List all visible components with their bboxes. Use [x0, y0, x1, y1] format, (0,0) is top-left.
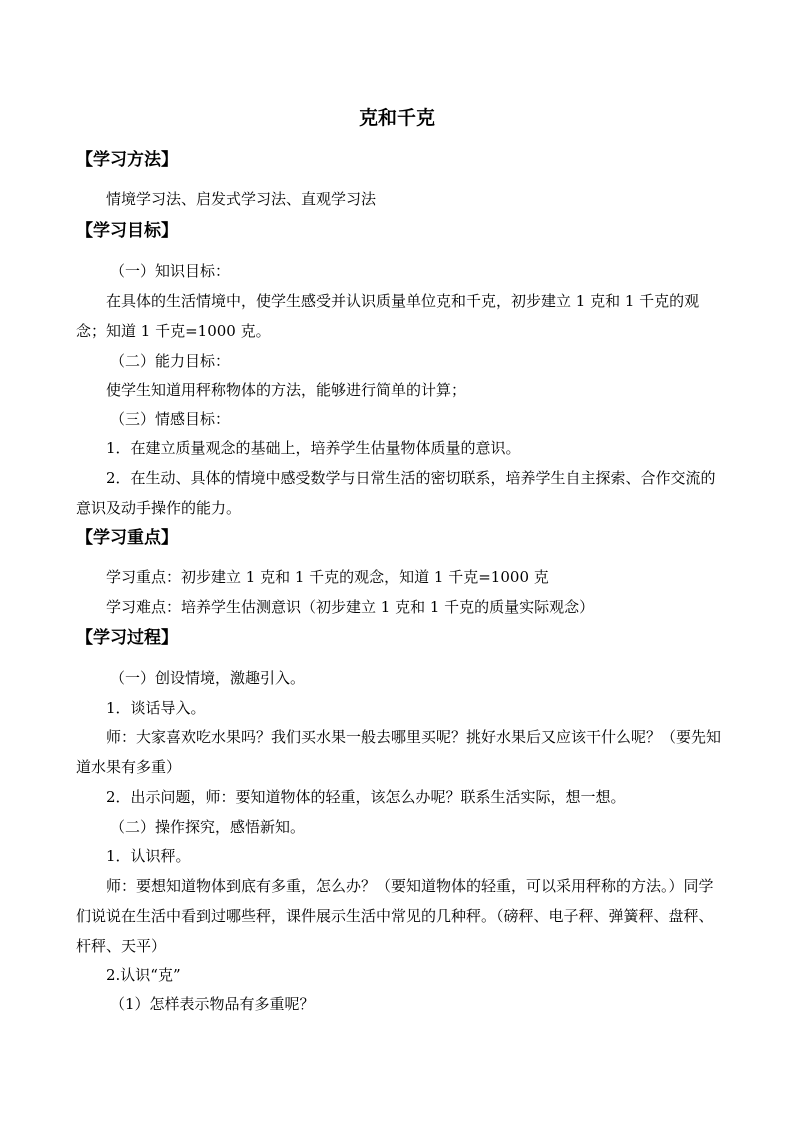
knowledge-text: 在具体的生活情境中，使学生感受并认识质量单位克和千克，初步建立 1 克和 1 千克的观念；知道 1 千克=1000 克。 [76, 292, 700, 340]
ability-text: 使学生知道用秤称物体的方法，能够进行简单的计算； [106, 381, 467, 399]
emotion-item-1: 1．在建立质量观念的基础上，培养学生估量物体质量的意识。 [106, 439, 521, 457]
process-step-2: （二）操作探究，感悟新知。 [110, 818, 306, 836]
teacher-line-2: 师：要想知道物体到底有多重，怎么办？（要知道物体的轻重，可以采用秤称的方法。）同学们说说在生活中看到过哪些秤，课件展示生活中常见的几种秤。（磅秤、电子秤、弹簧秤、盘秤、杆秤、天平） [76, 877, 714, 955]
heading-process: 【学习过程】 [76, 628, 178, 648]
key-focus: 学习重点：初步建立 1 克和 1 千克的观念，知道 1 千克=1000 克 [106, 568, 549, 586]
ability-label: （二）能力目标： [110, 352, 231, 370]
method-text: 情境学习法、启发式学习法、直观学习法 [106, 190, 377, 208]
process-step-2-2-1: （1）怎样表示物品有多重呢？ [110, 995, 315, 1013]
emotion-item-2: 2．在生动、具体的情境中感受数学与日常生活的密切联系，培养学生自主探索、合作交流的意识及动手操作的能力。 [76, 469, 716, 517]
process-step-1-2: 2．出示问题，师：要知道物体的轻重，该怎么办呢？联系生活实际，想一想。 [106, 788, 626, 806]
knowledge-label: （一）知识目标： [110, 262, 231, 280]
document-title: 克和千克 [358, 107, 435, 129]
process-step-1: （一）创设情境，激趣引入。 [110, 669, 306, 687]
process-step-2-1: 1．认识秤。 [106, 847, 191, 865]
heading-key: 【学习重点】 [76, 528, 178, 548]
process-step-2-2: 2.认识“克” [106, 966, 181, 984]
heading-method: 【学习方法】 [76, 150, 178, 170]
teacher-line-1: 师：大家喜欢吃水果吗？我们买水果一般去哪里买呢？挑好水果后又应该干什么呢？（要先知道水果有多重） [76, 728, 722, 776]
process-step-1-1: 1．谈话导入。 [106, 699, 206, 717]
heading-goals: 【学习目标】 [76, 221, 178, 241]
emotion-label: （三）情感目标： [110, 410, 231, 428]
key-difficulty: 学习难点：培养学生估测意识（初步建立 1 克和 1 千克的质量实际观念） [106, 598, 595, 616]
